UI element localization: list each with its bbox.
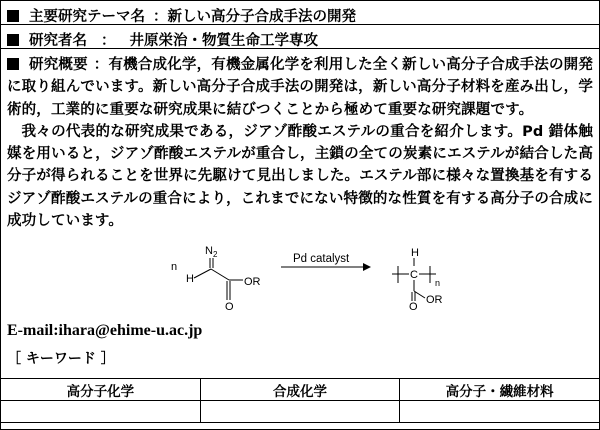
square-bullet-icon: [7, 34, 19, 46]
polymer-c-label: C: [410, 269, 418, 282]
monomer-bond-carbonyl: [211, 269, 229, 280]
overview-separator: ：: [93, 57, 109, 73]
monomer-h-label: H: [186, 273, 194, 286]
researcher-value: 井原栄治・物質生命工学専攻: [129, 33, 318, 49]
researcher-separator: ：: [101, 33, 116, 49]
reaction-arrow-head-icon: [363, 263, 371, 271]
polymer-or-label: OR: [426, 294, 443, 307]
keyword-cell: 高分子・繊維材料: [400, 379, 600, 401]
keyword-cell: 高分子化学: [1, 379, 201, 401]
polymer-o-label: O: [409, 301, 418, 314]
keywords-empty-row: [1, 401, 600, 423]
n2-label: $N_2$: [205, 245, 218, 260]
overview-section: [1, 49, 599, 368]
empty-cell: [400, 401, 600, 423]
monomer-or-label: OR: [244, 276, 261, 289]
monomer-o-label: O: [225, 301, 234, 314]
square-bullet-icon: [7, 58, 19, 70]
keyword-cell: 合成化学: [200, 379, 400, 401]
catalyst-label: Pd catalyst: [293, 253, 350, 266]
square-bullet-icon: [7, 10, 19, 22]
theme-row: [1, 1, 599, 25]
overview-paragraph-2: 我々の代表的な研究成果である，ジアゾ酢酸エステルの重合を紹介します。Pd 錯体触媒を用いると，ジアゾ酢酸エステルが重合し，主鎖の全ての炭素にエステルが結合した高分子が得られることを世界に先駆けて見出しました。エステル部に様々な置換基を有するジアゾ酢酸エステルの重合により，これまでにない特徴的な性質を有する高分子の合成に成功しています。: [7, 123, 593, 230]
overview-paragraph-1: [7, 54, 593, 121]
keywords-heading: ［ キーワード ］: [7, 351, 115, 368]
overview-label: 研究概要: [29, 57, 88, 73]
empty-cell: [1, 401, 201, 423]
researcher-label: 研究者名: [29, 33, 87, 49]
monomer-bond-h: [194, 269, 211, 278]
overview-text-1: 有機合成化学，有機金属化学を利用した全く新しい高分子合成手法の開発に取り組んでいます。新しい高分子合成手法の開発は，新しい高分子材料を産み出し，学術的，工業的に重要な研究成果に結びつくことから極めて重要な研究課題です。: [7, 57, 593, 118]
polymer-subscript-n: n: [435, 278, 441, 289]
polymer-bond-or: [414, 291, 425, 298]
keywords-table: [0, 378, 600, 423]
monomer-coefficient: n: [171, 261, 178, 274]
theme-separator: ：: [153, 9, 168, 25]
email-address: E-mail:ihara@ehime-u.ac.jp: [7, 322, 203, 340]
theme-value: 新しい高分子合成手法の開発: [167, 9, 356, 25]
polymer-h-label: H: [411, 247, 419, 260]
reaction-scheme-drawing: [7, 236, 593, 318]
empty-cell: [200, 401, 400, 423]
theme-label: 主要研究テーマ名: [29, 9, 145, 25]
reaction-scheme: [7, 236, 593, 318]
researcher-row: [1, 25, 599, 49]
keywords-row: [1, 379, 600, 401]
